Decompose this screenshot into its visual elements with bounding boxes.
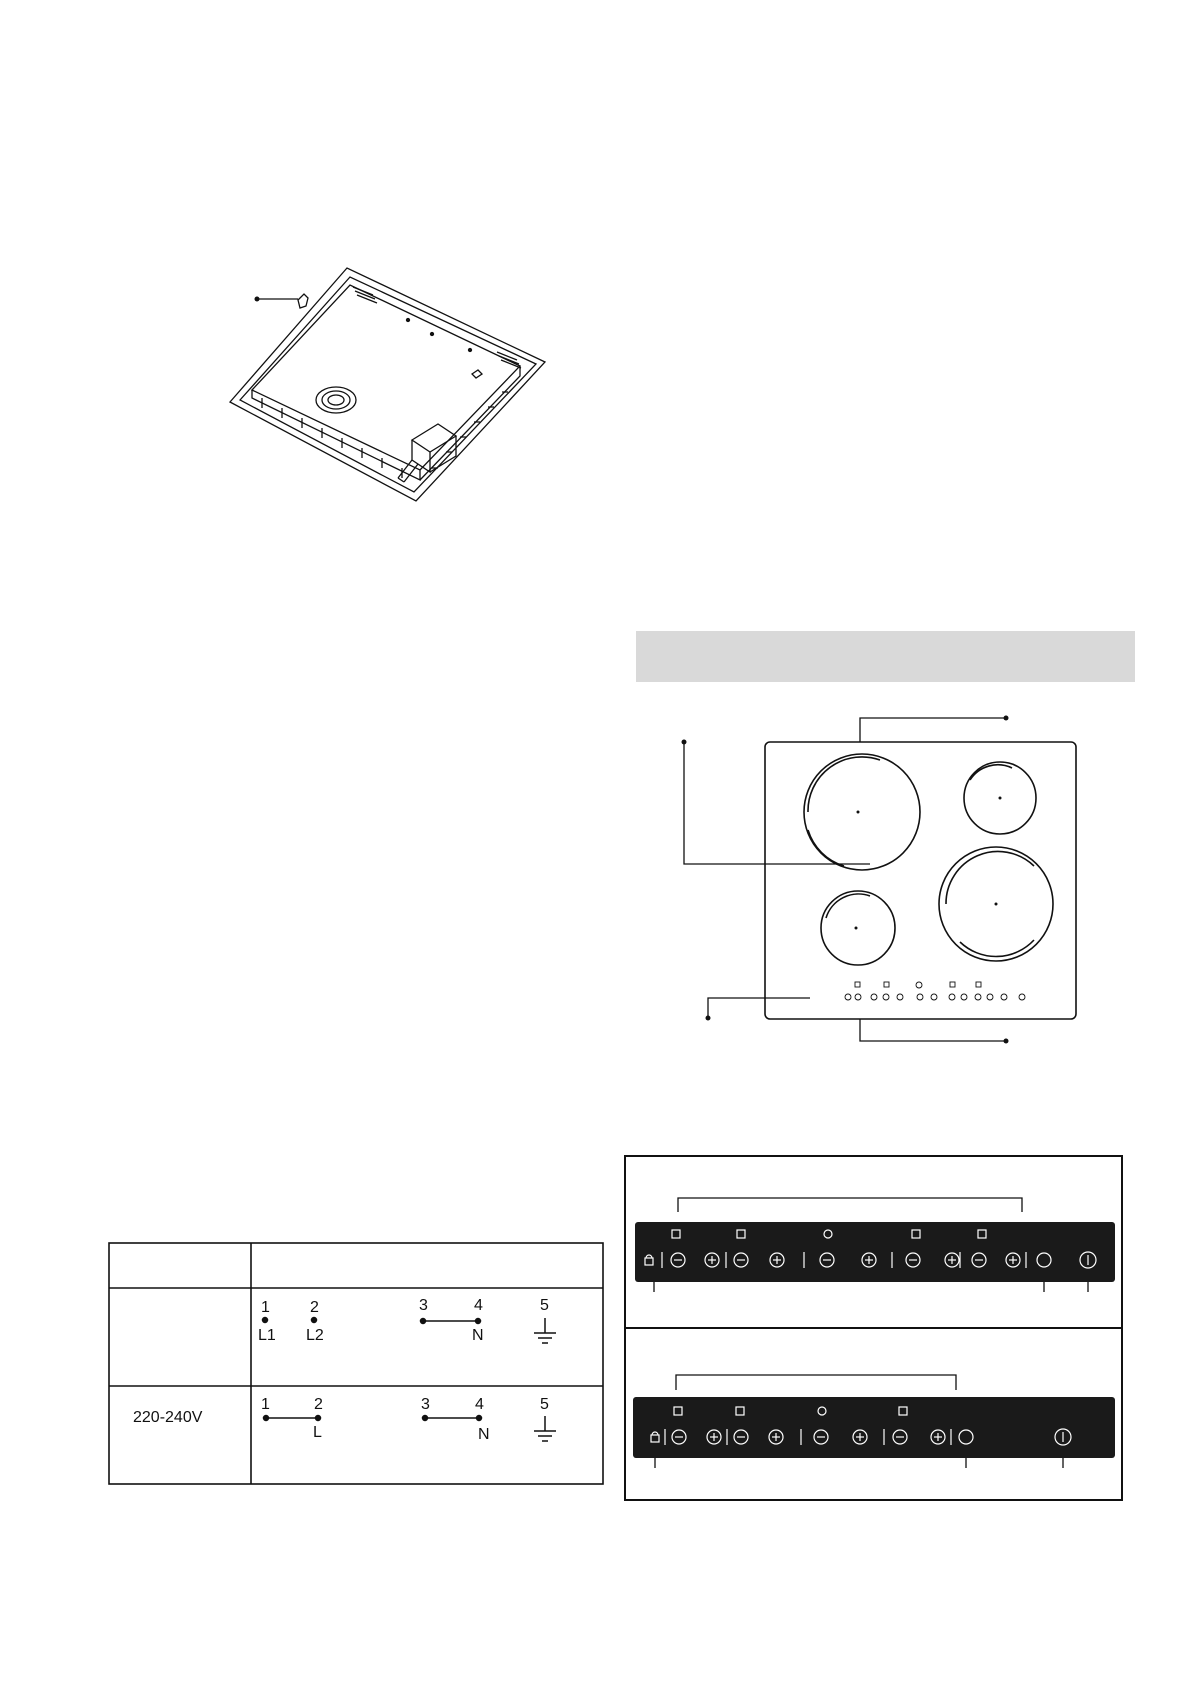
terminal-number: 1 bbox=[261, 1299, 270, 1316]
terminal-number: 2 bbox=[310, 1299, 319, 1316]
terminal-label: L2 bbox=[306, 1327, 324, 1344]
terminal-number: 5 bbox=[540, 1396, 549, 1413]
terminal-number: 4 bbox=[474, 1297, 483, 1314]
terminal-number: 3 bbox=[419, 1297, 428, 1314]
terminal-number: 1 bbox=[261, 1396, 270, 1413]
voltage-label: 220-240V bbox=[133, 1409, 203, 1426]
terminal-number: 3 bbox=[421, 1396, 430, 1413]
terminal-label: L1 bbox=[258, 1327, 276, 1344]
terminal-number: 5 bbox=[540, 1297, 549, 1314]
terminal-number: 4 bbox=[475, 1396, 484, 1413]
terminal-label: L bbox=[313, 1424, 322, 1441]
terminal-number: 2 bbox=[314, 1396, 323, 1413]
terminal-label: N bbox=[478, 1426, 490, 1443]
terminal-label: N bbox=[472, 1327, 484, 1344]
